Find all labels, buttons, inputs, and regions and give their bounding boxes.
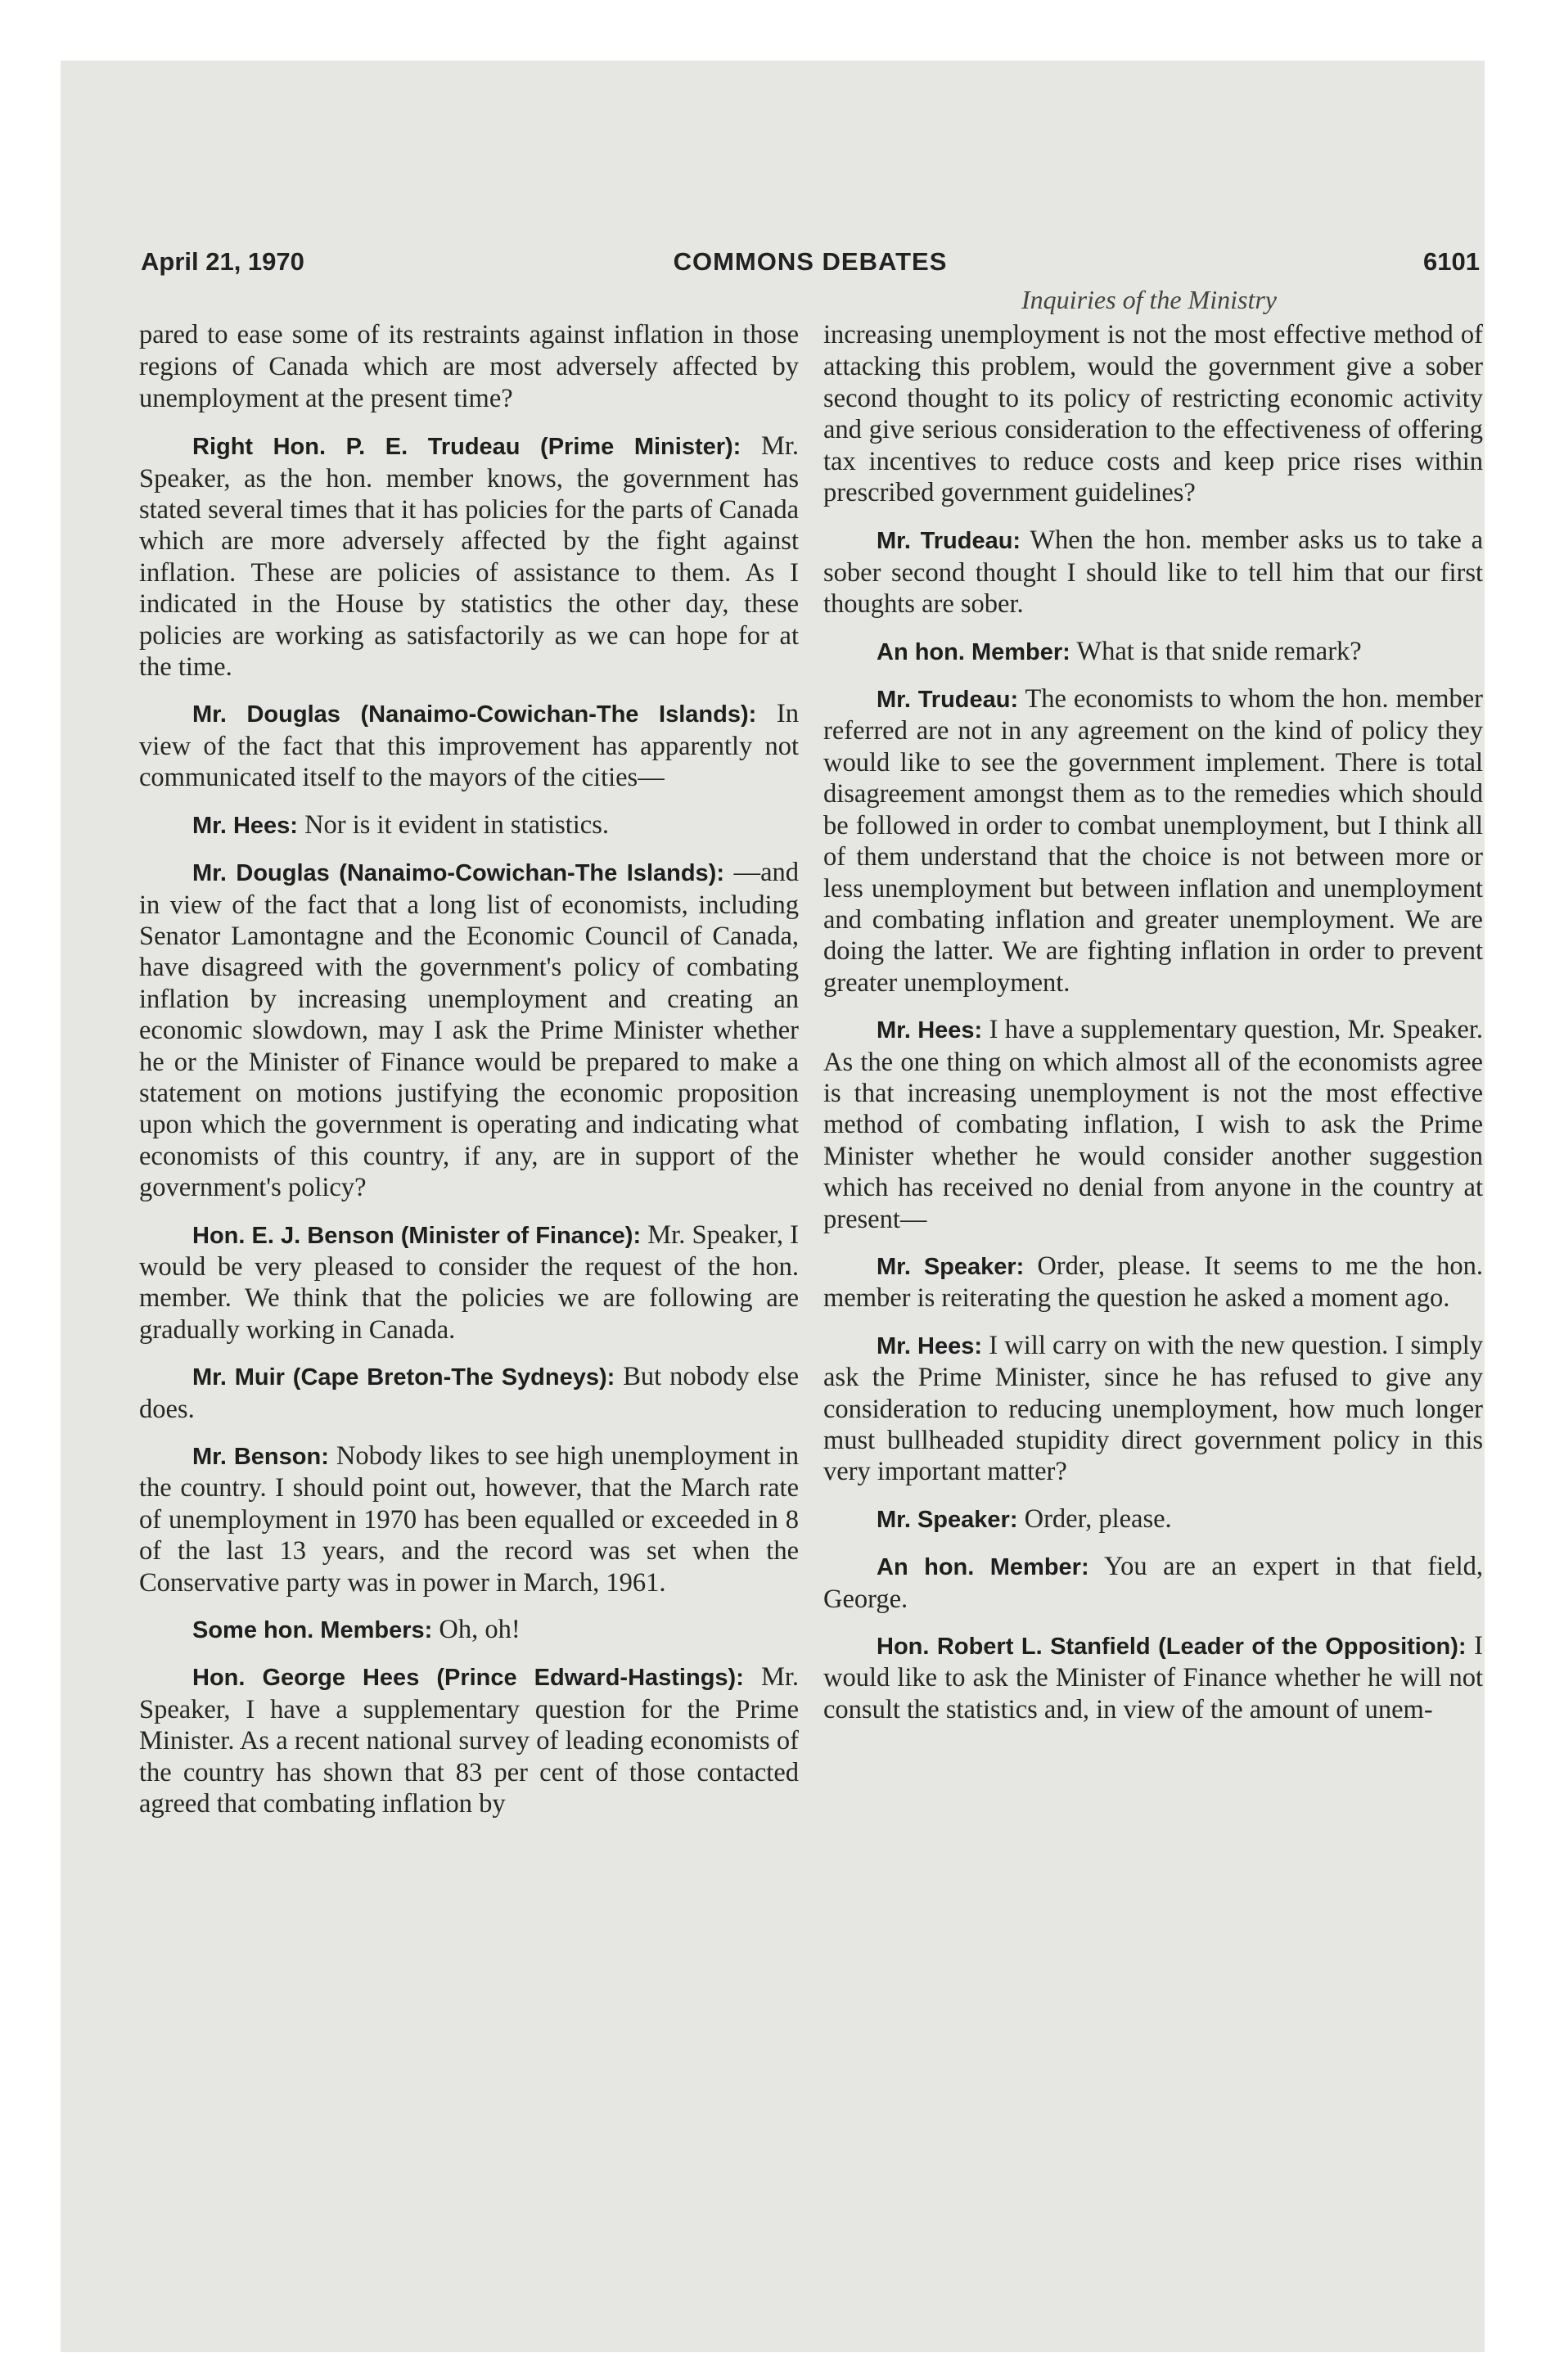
speaker-name: Mr. Hees: bbox=[192, 812, 298, 839]
page-number: 6101 bbox=[1423, 247, 1480, 276]
speech-text: When the hon. member asks us to take a sober second thought I should like to tell him that our first thoughts are sober. bbox=[823, 525, 1484, 620]
speaker-name: Mr. Douglas (Nanaimo-Cowichan-The Islands): bbox=[192, 701, 757, 728]
speech-text: Order, please. bbox=[1024, 1503, 1172, 1534]
speech-text: The economists to whom the hon. member referred are not in any agreement on the kind of policy they would like to see the government implement. There is total disagreement amongst them as to the remedies which should be followed in order to combat unemployment, but I think all of them understand that the choice is not between more or less unemployment but between inflation and unemployment and combating inflation and greater unemployment. We are doing the latter. We are fighting inflation in order to prevent greater unemployment. bbox=[823, 684, 1483, 998]
speech-text: Oh, oh! bbox=[439, 1615, 521, 1645]
speaker-name: Mr. Hees: bbox=[877, 1017, 983, 1044]
speech-text: Mr. Speaker, I have a supplementary question for the Prime Minister. As a recent national survey of leading economists of the country has shown that 83 per cent of those contacted agreed that combating inflation by bbox=[139, 1662, 800, 1819]
speaker-name: Hon. E. J. Benson (Minister of Finance): bbox=[192, 1222, 642, 1249]
paragraph bbox=[823, 1551, 1483, 1615]
speech-text: pared to ease some of its restraints against inflation in those regions of Canada which are most adversely affected by unemployment at the present time? bbox=[139, 320, 799, 413]
speaker-name: An hon. Member: bbox=[877, 1554, 1089, 1581]
paragraph bbox=[823, 1630, 1483, 1725]
paragraph bbox=[139, 430, 799, 683]
paragraph bbox=[139, 809, 799, 841]
paragraph bbox=[823, 525, 1483, 620]
speech-text: Nor is it evident in statistics. bbox=[304, 809, 609, 840]
speech-text: I would like to ask the Minister of Finance whether he will not consult the statistics and, in view of the amount of unem- bbox=[823, 1631, 1483, 1724]
speaker-name: Right Hon. P. E. Trudeau (Prime Minister): bbox=[192, 434, 741, 461]
speech-text: In view of the fact that this improvement has apparently not communicated itself to the mayors of the cities— bbox=[139, 699, 799, 793]
scanned-page bbox=[61, 61, 1485, 2352]
paragraph bbox=[823, 636, 1483, 668]
speech-text: increasing unemployment is not the most effective method of attacking this problem, would the government give a sober second thought to its policy of restricting economic activity and give serious consideration to the effectiveness of offering tax incentives to reduce costs and keep price rises within prescribed government guidelines? bbox=[823, 320, 1483, 508]
speech-text: I will carry on with the new question. I simply ask the Prime Minister, since he has refused to give any consideration to reducing unemployment, how much longer must bullheaded stupidity direct government policy in this very important matter? bbox=[823, 1330, 1483, 1487]
speaker-name: Hon. George Hees (Prince Edward-Hastings): bbox=[192, 1665, 744, 1692]
speech-text: —and in view of the fact that a long list of economists, including Senator Lamontagne and the Economic Council of Canada, have disagreed with the government's policy of combating inflation by increasing unemployment and creating an economic slowdown, may I ask the Prime Minister whether he or the Minister of Finance would be prepared to make a statement on motions justifying the economic proposition upon which the government is operating and indicating what economists of this country, if any, are in support of the government's policy? bbox=[139, 858, 800, 1203]
paragraph bbox=[139, 1219, 799, 1346]
paragraph bbox=[823, 1503, 1483, 1535]
speech-text: But nobody else does. bbox=[139, 1362, 799, 1424]
page-header bbox=[141, 247, 1480, 285]
speaker-name: Mr. Douglas (Nanaimo-Cowichan-The Islands): bbox=[192, 860, 724, 887]
speaker-name: Mr. Muir (Cape Breton-The Sydneys): bbox=[192, 1364, 615, 1391]
speaker-name: An hon. Member: bbox=[877, 638, 1070, 665]
paragraph bbox=[139, 1614, 799, 1646]
speaker-name: Mr. Trudeau: bbox=[877, 528, 1021, 555]
speech-text: I have a supplementary question, Mr. Speaker. As the one thing on which almost all of the economists agree is that increasing unemployment is not the most effective method of combating inflation, I wish to ask the Prime Minister whether he would consider another suggestion which has received no denial from anyone in the country at present— bbox=[823, 1015, 1483, 1234]
header-date: April 21, 1970 bbox=[141, 247, 304, 276]
speech-text: Mr. Speaker, as the hon. member knows, the government has stated several times that it has policies for the parts of Canada which are more adversely affected by the fight against inflation. These are policies of assistance to them. As I indicated in the House by statistics the other day, these policies are working as satisfactorily as we can hope for at the time. bbox=[139, 431, 800, 683]
speaker-name: Some hon. Members: bbox=[192, 1617, 433, 1644]
speech-text: Order, please. It seems to me the hon. member is reiterating the question he asked a moment ago. bbox=[823, 1251, 1483, 1314]
speaker-name: Mr. Speaker: bbox=[877, 1506, 1018, 1533]
paragraph bbox=[823, 1251, 1483, 1314]
paragraph bbox=[139, 857, 799, 1203]
section-subheading: Inquiries of the Ministry bbox=[1021, 285, 1277, 314]
paragraph bbox=[139, 319, 799, 414]
paragraph bbox=[823, 1330, 1483, 1488]
speaker-name: Mr. Speaker: bbox=[877, 1253, 1025, 1280]
paragraph bbox=[139, 1361, 799, 1425]
speech-text: What is that snide remark? bbox=[1076, 636, 1362, 666]
paragraph bbox=[139, 1440, 799, 1598]
right-column bbox=[823, 319, 1483, 1741]
paragraph bbox=[139, 698, 799, 793]
paragraph bbox=[823, 319, 1483, 508]
speech-text: Nobody likes to see high unemployment in the country. I should point out, however, that the March rate of unemployment in 1970 has been equalled or exceeded in 8 of the last 13 years, and the record was set when the Conservative party was in power in March, 1961. bbox=[139, 1441, 799, 1598]
speaker-name: Hon. Robert L. Stanfield (Leader of the Opposition): bbox=[877, 1634, 1467, 1661]
speech-text: You are an expert in that field, George. bbox=[823, 1552, 1483, 1614]
paragraph bbox=[139, 1661, 799, 1819]
speaker-name: Mr. Hees: bbox=[877, 1332, 983, 1359]
header-title: COMMONS DEBATES bbox=[673, 247, 948, 276]
speech-text: Mr. Speaker, I would be very pleased to consider the request of the hon. member. We think that the policies we are following are gradually working in Canada. bbox=[139, 1219, 799, 1345]
speaker-name: Mr. Trudeau: bbox=[877, 687, 1019, 714]
speaker-name: Mr. Benson: bbox=[192, 1444, 329, 1470]
paragraph bbox=[823, 1014, 1483, 1235]
left-column bbox=[139, 319, 799, 1835]
paragraph bbox=[823, 683, 1483, 998]
